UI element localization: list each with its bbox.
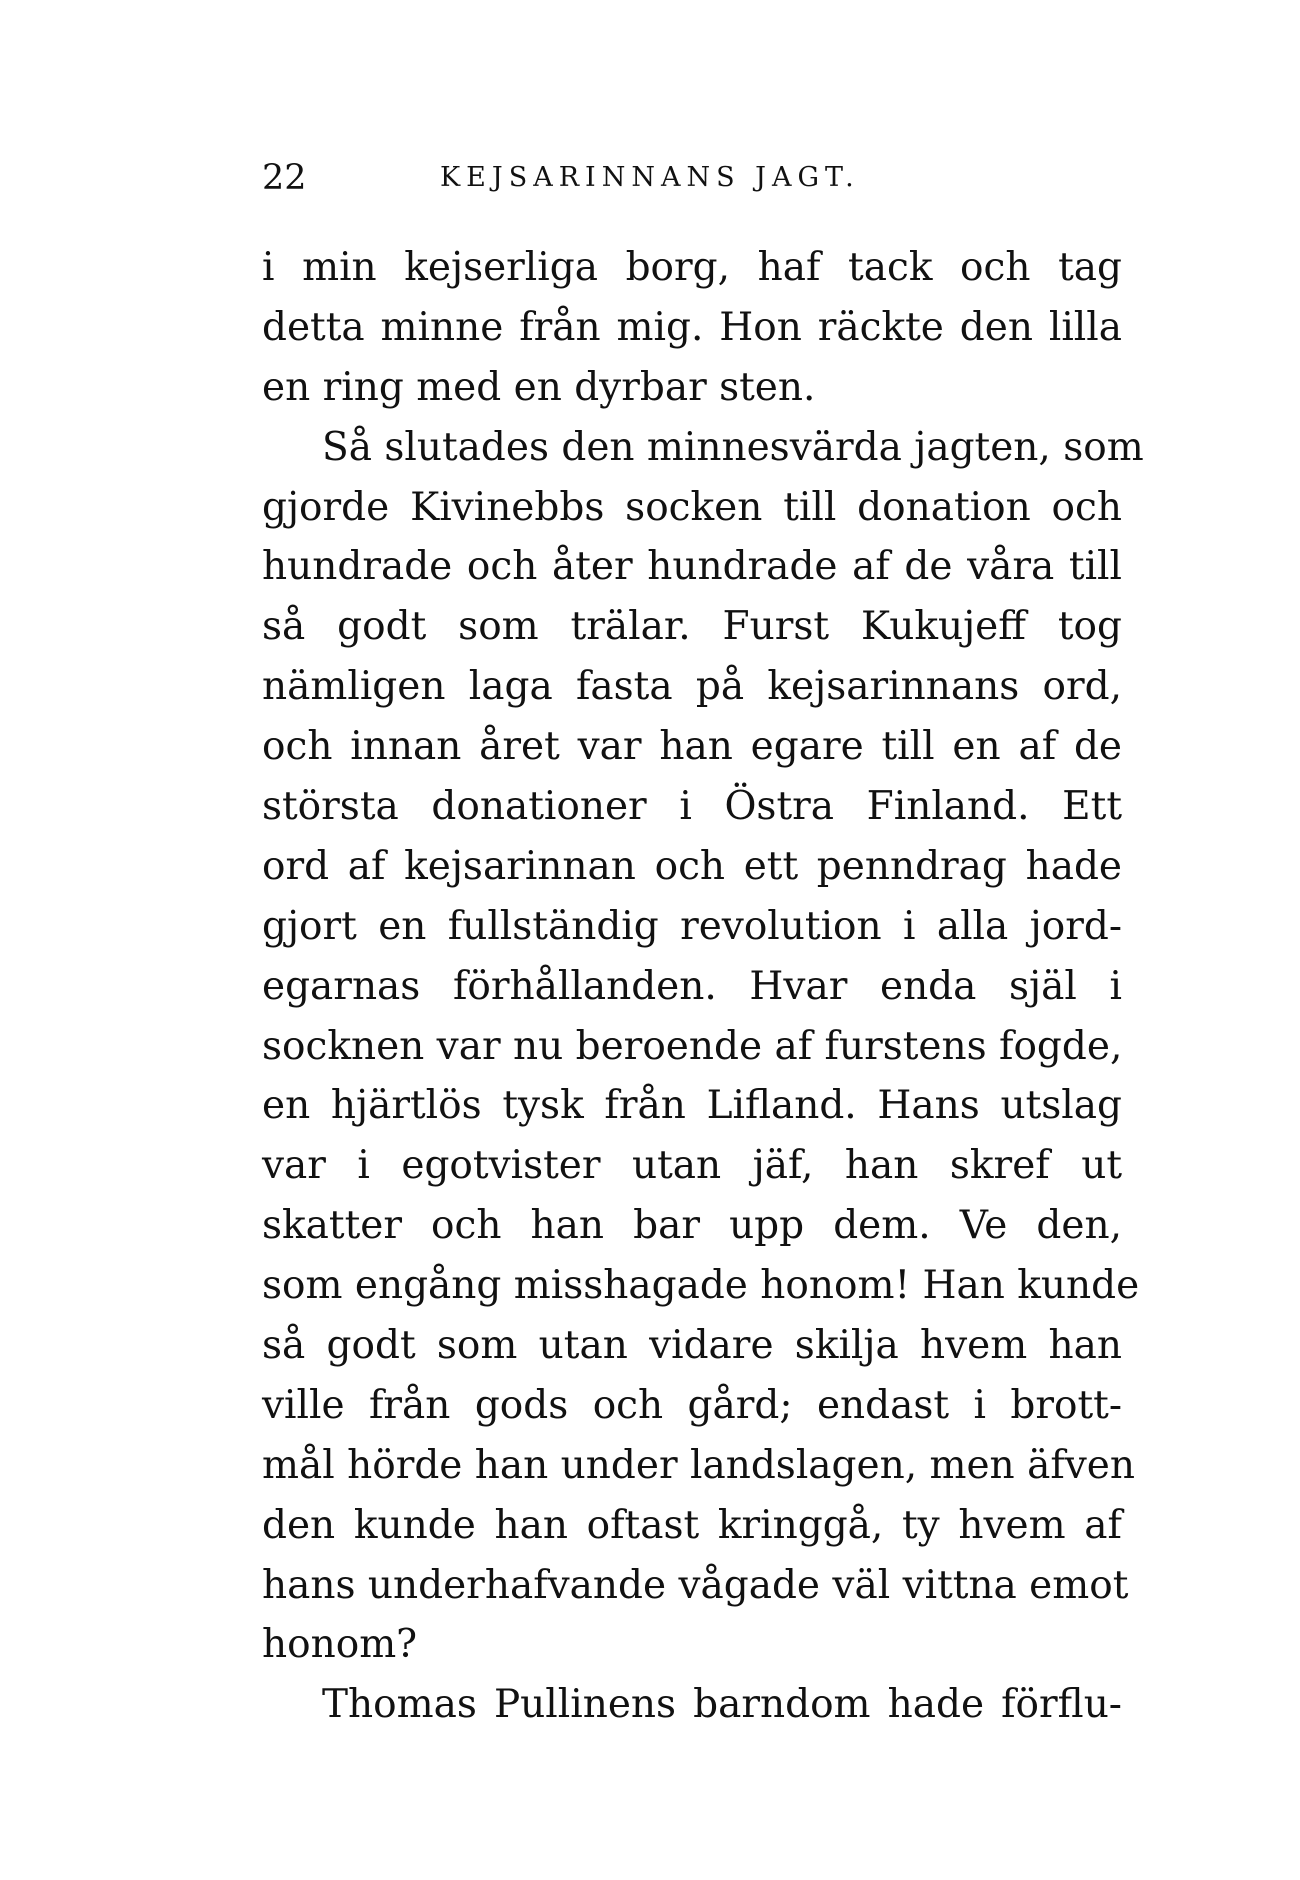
text-line: detta minne från mig. Hon räckte den lilla bbox=[262, 304, 1122, 350]
text-line: skatter och han bar upp dem. Ve den, bbox=[262, 1203, 1122, 1249]
text-line: egarnas förhållanden. Hvar enda själ i bbox=[262, 963, 1122, 1009]
text-line: Så slutades den minnesvärda jagten, som bbox=[322, 424, 1144, 470]
text-line: den kunde han oftast kringgå, ty hvem af bbox=[262, 1502, 1122, 1548]
text-line: ord af kejsarinnan och ett penndrag hade bbox=[262, 843, 1122, 889]
text-line: största donationer i Östra Finland. Ett bbox=[262, 784, 1122, 830]
text-line: en hjärtlös tysk från Lifland. Hans utslag bbox=[262, 1083, 1122, 1129]
text-line: nämligen laga fasta på kejsarinnans ord, bbox=[262, 664, 1122, 710]
text-line: så godt som trälar. Furst Kukujeff tog bbox=[262, 604, 1122, 650]
text-line: honom? bbox=[262, 1622, 418, 1668]
text-line: ville från gods och gård; endast i brott- bbox=[262, 1382, 1122, 1428]
text-line: var i egotvister utan jäf, han skref ut bbox=[262, 1143, 1122, 1189]
text-line: mål hörde han under landslagen, men äfven bbox=[262, 1442, 1135, 1488]
text-line: Thomas Pullinens barndom hade förflu- bbox=[322, 1682, 1122, 1728]
text-line: så godt som utan vidare skilja hvem han bbox=[262, 1323, 1122, 1369]
text-line: hans underhafvande vågade väl vittna emot bbox=[262, 1562, 1129, 1608]
page-header bbox=[262, 150, 1122, 206]
text-line: gjort en fullständig revolution i alla jord- bbox=[262, 903, 1122, 949]
text-line: gjorde Kivinebbs socken till donation och bbox=[262, 484, 1122, 530]
text-line: en ring med en dyrbar sten. bbox=[262, 364, 816, 410]
text-line: och innan året var han egare till en af de bbox=[262, 724, 1122, 770]
text-line: som engång misshagade honom! Han kunde bbox=[262, 1263, 1140, 1309]
page-number: 22 bbox=[262, 158, 307, 198]
text-line: socknen var nu beroende af furstens fogde, bbox=[262, 1023, 1123, 1069]
text-line: hundrade och åter hundrade af de våra till bbox=[262, 544, 1122, 590]
body-text bbox=[262, 238, 1144, 1735]
running-title: KEJSARINNANS JAGT. bbox=[440, 162, 860, 193]
text-line: i min kejserliga borg, haf tack och tag bbox=[262, 245, 1122, 290]
